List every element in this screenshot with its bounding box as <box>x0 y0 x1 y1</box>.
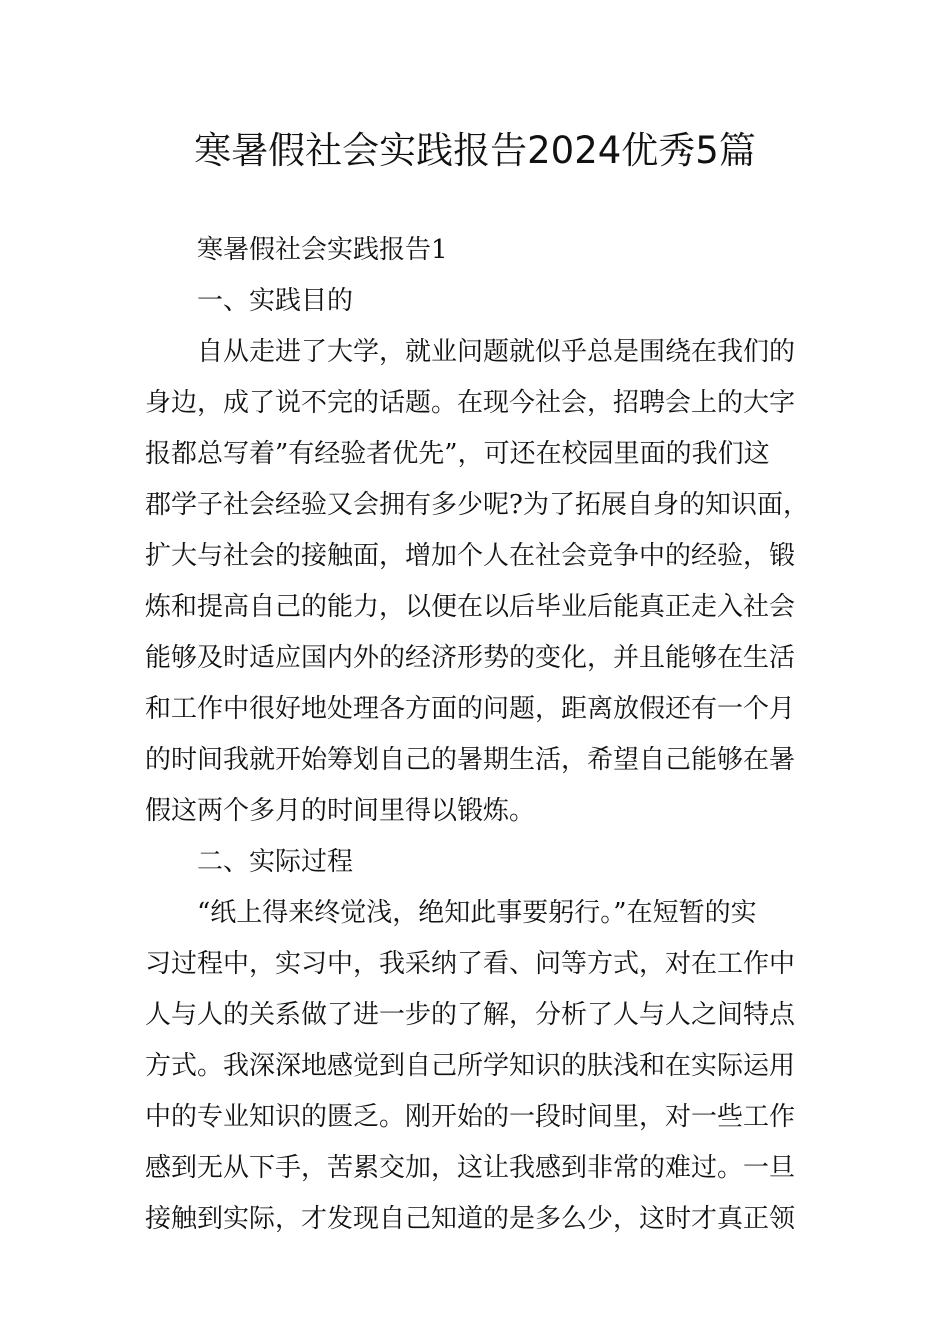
paragraph-line: 报都总写着”有经验者优先”，可还在校园里面的我们这 <box>145 439 770 469</box>
paragraph-line: 接触到实际，才发现自己知道的是多么少，这时才真正领 <box>145 1204 796 1234</box>
paragraph-line: 方式。我深深地感觉到自己所学知识的肤浅和在实际运用 <box>145 1051 796 1081</box>
paragraph-line: 身边，成了说不完的话题。在现今社会，招聘会上的大字 <box>145 388 796 418</box>
heading-practice-purpose: 一、实践目的 <box>197 286 354 316</box>
section-title: 寒暑假社会实践报告1 <box>197 235 448 265</box>
paragraph-line: 人与人的关系做了进一步的了解，分析了人与人之间特点 <box>145 1000 796 1030</box>
paragraph-line: 习过程中，实习中，我采纳了看、问等方式，对在工作中 <box>145 949 796 979</box>
heading-actual-process: 二、实际过程 <box>197 847 354 877</box>
paragraph-line: 自从走进了大学，就业问题就似乎总是围绕在我们的 <box>197 337 796 367</box>
paragraph-line: 炼和提高自己的能力，以便在以后毕业后能真正走入社会 <box>145 592 796 622</box>
document-body <box>145 225 807 1245</box>
paragraph-line: 中的专业知识的匮乏。刚开始的一段时间里，对一些工作 <box>145 1102 796 1132</box>
paragraph-line: “纸上得来终觉浅，绝知此事要躬行。”在短暂的实 <box>197 898 757 928</box>
paragraph-line: 假这两个多月的时间里得以锻炼。 <box>145 796 536 826</box>
paragraph-line: 和工作中很好地处理各方面的问题，距离放假还有一个月 <box>145 694 796 724</box>
paragraph-line: 能够及时适应国内外的经济形势的变化，并且能够在生活 <box>145 643 796 673</box>
paragraph-line: 感到无从下手，苦累交加，这让我感到非常的难过。一旦 <box>145 1153 796 1183</box>
paragraph-line: 郡学子社会经验又会拥有多少呢?为了拓展自身的知识面， <box>145 490 809 520</box>
paragraph-line: 的时间我就开始筹划自己的暑期生活，希望自己能够在暑 <box>145 745 796 775</box>
document-title: 寒暑假社会实践报告2024优秀5篇 <box>194 129 756 172</box>
paragraph-line: 扩大与社会的接触面，增加个人在社会竞争中的经验，锻 <box>145 541 796 571</box>
